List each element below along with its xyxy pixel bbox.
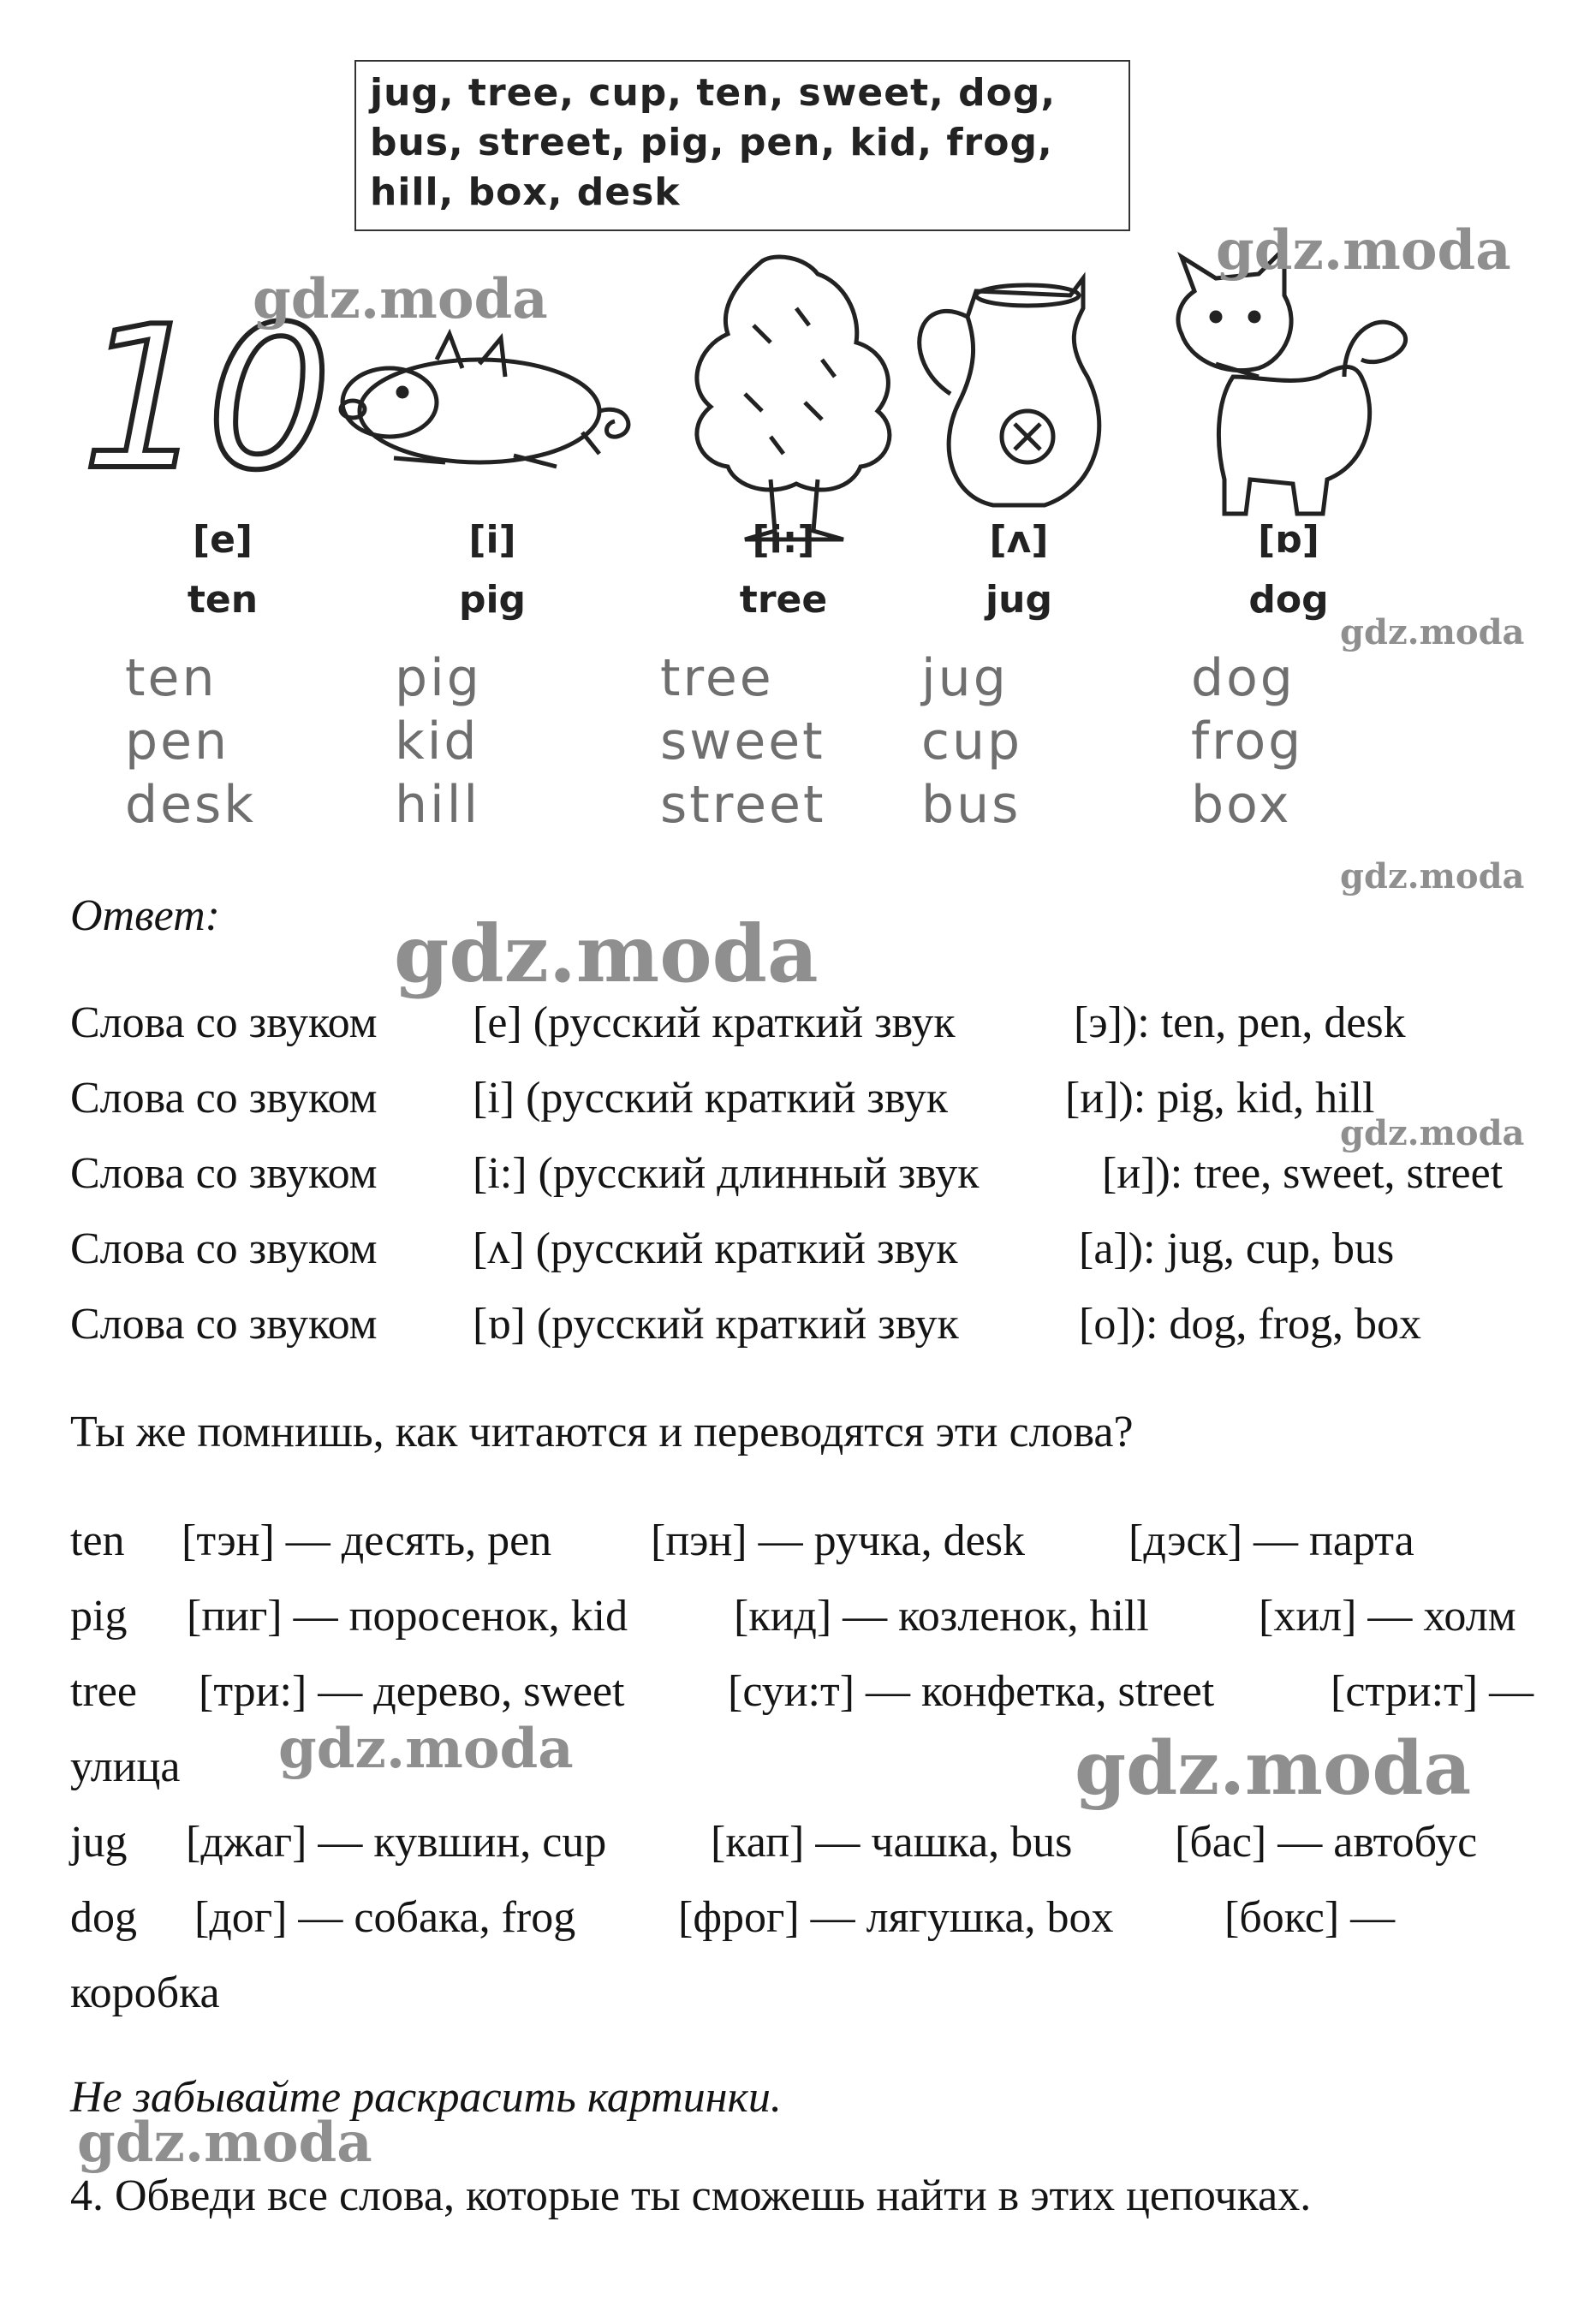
sound-column-i xyxy=(390,518,595,837)
answer-label: Ответ: xyxy=(70,891,220,940)
watermark: gdz.moda xyxy=(394,908,819,1000)
sound-line-start: Слова со звуком xyxy=(70,1149,378,1198)
sound-symbol: [ʌ] xyxy=(989,518,1049,562)
answer-word: jug xyxy=(921,648,1009,708)
sound-line-end: [и]): pig, kid, hill xyxy=(1065,1074,1375,1123)
translation-part: [дэск] — парта xyxy=(1129,1516,1414,1565)
answer-word: frog xyxy=(1191,712,1304,771)
sound-column-o xyxy=(1186,518,1391,837)
watermark: gdz.moda xyxy=(77,2111,372,2175)
translation-part: [суи:т] — конфетка, street xyxy=(728,1667,1215,1716)
translation-part: [стри:т] — xyxy=(1331,1667,1534,1716)
watermark: gdz.moda xyxy=(253,267,548,331)
answer-word: ten xyxy=(125,648,217,708)
sound-symbol: [e] xyxy=(192,518,253,562)
word-box-line: jug, tree, cup, ten, sweet, dog, xyxy=(370,71,1057,115)
translation-part: [кап] — чашка, bus xyxy=(711,1818,1073,1867)
sound-line-start: Слова со звуком xyxy=(70,1074,378,1123)
pig-picture xyxy=(341,334,628,467)
translation-part: [кид] — козленок, hill xyxy=(734,1592,1149,1641)
dog-picture xyxy=(1178,248,1406,514)
sound-line-end: [э]): ten, pen, desk xyxy=(1074,998,1406,1047)
answer-word: bus xyxy=(921,775,1021,835)
translation-part: [тэн] — десять, pen xyxy=(182,1516,552,1565)
sound-line-mid: [e] (русский краткий звук xyxy=(473,998,956,1047)
headword: tree xyxy=(739,578,828,622)
translation-part: [три:] — дерево, sweet xyxy=(199,1667,625,1716)
translation-part: [пэн] — ручка, desk xyxy=(651,1516,1025,1565)
answer-word: desk xyxy=(125,775,257,835)
translation-part: tree xyxy=(70,1667,137,1716)
translation-part: [бас] — автобус xyxy=(1175,1818,1478,1867)
watermark: gdz.moda xyxy=(1340,1113,1525,1153)
sound-line-mid: [i] (русский краткий звук xyxy=(473,1074,949,1123)
word-box-line: bus, street, pig, pen, kid, frog, xyxy=(370,121,1053,164)
translation-part: dog xyxy=(70,1893,137,1942)
answer-word: hill xyxy=(395,775,481,835)
translation-part: jug xyxy=(70,1818,128,1867)
sound-symbol: [ɒ] xyxy=(1258,518,1319,562)
svg-text:10: 10 xyxy=(81,285,332,514)
answer-word: street xyxy=(660,775,826,835)
answer-word: box xyxy=(1191,775,1292,835)
translation-part: pig xyxy=(70,1592,128,1641)
tree-picture xyxy=(697,257,890,539)
sound-line-start: Слова со звуком xyxy=(70,1300,378,1349)
sound-symbol: [i:] xyxy=(752,518,815,562)
headword: ten xyxy=(187,578,259,622)
sound-symbol: [i] xyxy=(468,518,516,562)
sound-column-wedge xyxy=(916,518,1122,837)
answer-word: tree xyxy=(660,648,774,708)
translation-part: ten xyxy=(70,1516,125,1565)
word-box-line: hill, box, desk xyxy=(370,170,681,214)
headword: pig xyxy=(458,578,527,622)
sound-line-end: [о]): dog, frog, box xyxy=(1079,1300,1422,1349)
watermark: gdz.moda xyxy=(1340,612,1525,652)
watermark: gdz.moda xyxy=(1340,856,1525,896)
sound-column-long-i xyxy=(655,518,912,837)
answer-word: dog xyxy=(1191,648,1295,708)
watermark: gdz.moda xyxy=(1216,218,1511,283)
translation-part: улица xyxy=(70,1742,181,1791)
translation-part: [бокс] — xyxy=(1224,1893,1396,1942)
sound-line-mid: [ʌ] (русский краткий звук xyxy=(473,1224,958,1273)
sound-line-start: Слова со звуком xyxy=(70,998,378,1047)
sound-column-e xyxy=(120,518,325,837)
headword: jug xyxy=(986,578,1052,622)
answer-word: pen xyxy=(125,712,230,771)
sound-line-end: [а]): jug, cup, bus xyxy=(1079,1224,1395,1273)
answer-word: kid xyxy=(395,712,479,771)
watermark: gdz.moda xyxy=(278,1717,574,1781)
translation-part: [джаг] — кувшин, cup xyxy=(186,1818,607,1867)
question-text: Ты же помнишь, как читаются и переводятся эти слова? xyxy=(70,1408,1134,1456)
reminder-text: Не забывайте раскрасить картинки. xyxy=(70,2073,782,2122)
sound-line-mid: [ɒ] (русский краткий звук xyxy=(473,1300,959,1349)
sound-line-mid: [i:] (русский длинный звук xyxy=(473,1149,980,1198)
task-four-text: 4. Обведи все слова, которые ты сможешь найти в этих цепочках. xyxy=(70,2171,1312,2220)
translation-part: коробка xyxy=(70,1968,220,2017)
translation-part: [хил] — холм xyxy=(1259,1592,1516,1641)
translation-part: [фрог] — лягушка, box xyxy=(678,1893,1114,1942)
headword: dog xyxy=(1248,578,1329,622)
jug-picture xyxy=(920,278,1099,505)
sound-line-end: [и]): tree, sweet, street xyxy=(1102,1149,1504,1198)
answer-word: pig xyxy=(395,648,482,708)
sound-line-start: Слова со звуком xyxy=(70,1224,378,1273)
translation-part: [дог] — собака, frog xyxy=(194,1893,576,1942)
translation-part: [пиг] — поросенок, kid xyxy=(187,1592,628,1641)
answer-word: cup xyxy=(921,712,1023,771)
answer-word: sweet xyxy=(660,712,825,771)
watermark: gdz.moda xyxy=(1075,1725,1472,1812)
